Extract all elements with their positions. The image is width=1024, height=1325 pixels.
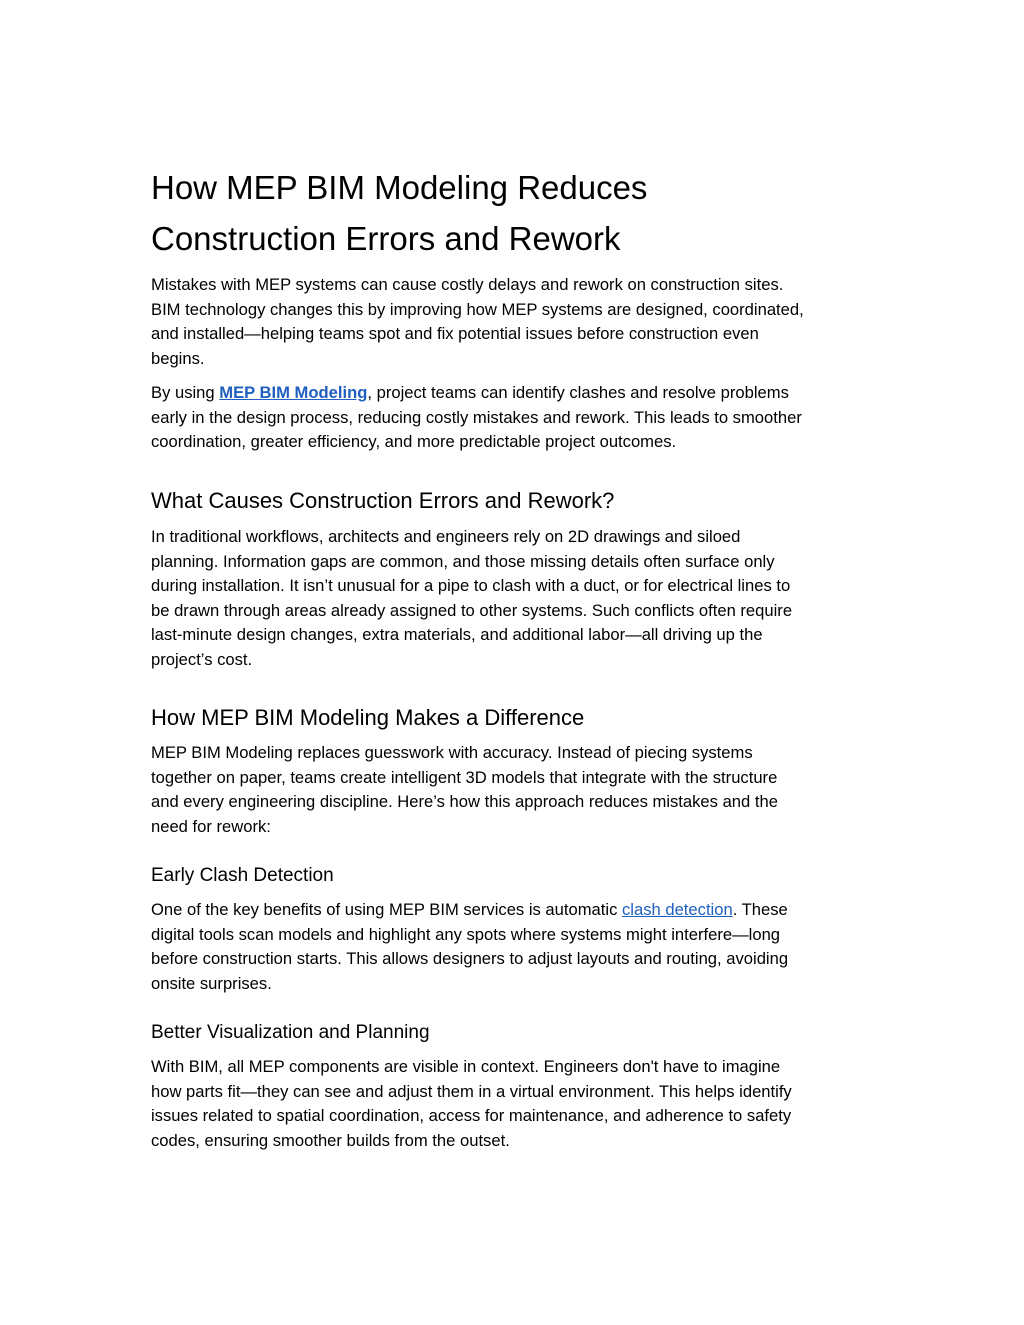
section-heading-difference: How MEP BIM Modeling Makes a Difference bbox=[151, 705, 585, 730]
text-line: Mistakes with MEP systems can cause costly delays and rework on construction sites. bbox=[151, 275, 784, 294]
text-line: project’s cost. bbox=[151, 649, 253, 669]
text-line: early in the design process, reducing costly mistakes and rework. This leads to smoother bbox=[151, 407, 802, 427]
text-line: MEP BIM Modeling replaces guesswork with accuracy. Instead of piecing systems bbox=[151, 743, 753, 762]
text-span: One of the key benefits of using MEP BIM services is automatic bbox=[151, 900, 622, 919]
clash-detection-paragraph bbox=[151, 898, 911, 996]
causes-paragraph bbox=[151, 525, 911, 672]
text-line: during installation. It isn’t unusual for a pipe to clash with a duct, or for electrical lines to bbox=[151, 576, 791, 595]
title-line: How MEP BIM Modeling Reduces bbox=[151, 169, 648, 206]
text-line: codes, ensuring smoother builds from the outset. bbox=[151, 1130, 510, 1150]
text-line bbox=[151, 898, 911, 923]
subheading-visualization: Better Visualization and Planning bbox=[151, 1022, 430, 1043]
text-line: last-minute design changes, extra materials, and additional labor—all driving up the bbox=[151, 625, 763, 644]
section-heading-causes: What Causes Construction Errors and Rework? bbox=[151, 488, 615, 513]
text-line: In traditional workflows, architects and engineers rely on 2D drawings and siloed bbox=[151, 527, 741, 546]
title-line: Construction Errors and Rework bbox=[151, 220, 621, 257]
text-line: need for rework: bbox=[151, 816, 271, 836]
subheading-clash-detection: Early Clash Detection bbox=[151, 865, 334, 886]
mep-bim-paragraph bbox=[151, 381, 911, 455]
text-line: how parts fit—they can see and adjust them in a virtual environment. This helps identify bbox=[151, 1081, 792, 1101]
text-line: before construction starts. This allows designers to adjust layouts and routing, avoiding bbox=[151, 949, 789, 968]
text-span: . These bbox=[732, 900, 788, 919]
text-line bbox=[151, 381, 911, 406]
text-line: onsite surprises. bbox=[151, 973, 272, 993]
visualization-paragraph bbox=[151, 1055, 911, 1153]
text-line: and every engineering discipline. Here’s how this approach reduces mistakes and the bbox=[151, 792, 778, 811]
document-title bbox=[151, 162, 911, 264]
text-line: and installed—helping teams spot and fix potential issues before construction even bbox=[151, 324, 759, 343]
difference-paragraph bbox=[151, 741, 911, 839]
intro-paragraph bbox=[151, 273, 911, 371]
text-line: begins. bbox=[151, 348, 205, 368]
text-span: By using bbox=[151, 383, 220, 402]
text-line: digital tools scan models and highlight any spots where systems might interfere—long bbox=[151, 924, 781, 944]
text-line: issues related to spatial coordination, access for maintenance, and adherence to safety bbox=[151, 1106, 792, 1125]
text-line: be drawn through areas already assigned to other systems. Such conflicts often require bbox=[151, 600, 793, 620]
text-line: planning. Information gaps are common, and those missing details often surface only bbox=[151, 551, 775, 571]
text-line: BIM technology changes this by improving how MEP systems are designed, coordinated, bbox=[151, 299, 804, 319]
text-line: together on paper, teams create intelligent 3D models that integrate with the structure bbox=[151, 767, 778, 787]
clash-detection-link[interactable]: clash detection bbox=[622, 900, 733, 919]
text-line: With BIM, all MEP components are visible in context. Engineers don't have to imagine bbox=[151, 1057, 781, 1076]
text-span: , project teams can identify clashes and resolve problems bbox=[367, 383, 789, 402]
mep-bim-modeling-link[interactable]: MEP BIM Modeling bbox=[219, 383, 368, 402]
text-line: coordination, greater efficiency, and more predictable project outcomes. bbox=[151, 432, 677, 451]
